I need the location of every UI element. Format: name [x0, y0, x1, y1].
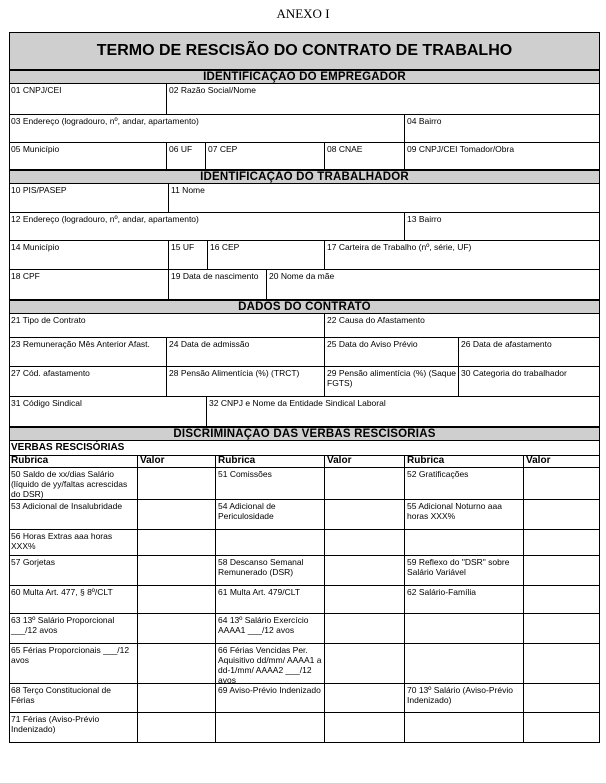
rubrica-66: 66 Férias Vencidas Per. Aquisitivo dd/mm/ AAAA1 a dd-1/mm/ AAAA2 ___/12 avos [216, 644, 325, 684]
field-cnpj-tomador[interactable]: 09 CNPJ/CEI Tomador/Obra [405, 143, 600, 170]
empty-rubrica [405, 614, 524, 644]
section-amounts: DISCRIMINAÇÃO DAS VERBAS RESCISÓRIAS [9, 427, 600, 441]
field-union-code[interactable]: 31 Código Sindical [9, 397, 207, 427]
rubrica-59: 59 Reflexo do "DSR" sobre Salário Variável [405, 556, 524, 586]
field-razao-social[interactable]: 02 Razão Social/Nome [167, 84, 600, 115]
valor-51[interactable] [325, 468, 405, 500]
rubrica-63: 63 13º Salário Proporcional ___/12 avos [9, 614, 138, 644]
section-contract: DADOS DO CONTRATO [9, 300, 600, 314]
field-alimony-fgts[interactable]: 29 Pensão alimentícia (%) (Saque FGTS) [325, 367, 459, 397]
field-worker-uf[interactable]: 15 UF [169, 241, 208, 270]
rubrica-53: 53 Adicional de Insalubridade [9, 500, 138, 530]
valor-52[interactable] [524, 468, 600, 500]
rubrica-61: 61 Multa Art. 479/CLT [216, 586, 325, 614]
field-notice-date[interactable]: 25 Data do Aviso Prévio [325, 338, 459, 367]
valor-60[interactable] [138, 586, 216, 614]
field-cnpj-cei[interactable]: 01 CNPJ/CEI [9, 84, 167, 115]
rubrica-65: 65 Férias Proporcionais ___/12 avos [9, 644, 138, 684]
field-contract-type[interactable]: 21 Tipo de Contrato [9, 314, 325, 338]
field-worker-municipio[interactable]: 14 Município [9, 241, 169, 270]
section-worker: IDENTIFICAÇÃO DO TRABALHADOR [9, 170, 600, 184]
rubrica-54: 54 Adicional de Periculosidade [216, 500, 325, 530]
valor-71[interactable] [138, 713, 216, 743]
rubrica-62: 62 Salário-Família [405, 586, 524, 614]
field-worker-address[interactable]: 12 Endereço (logradouro, nº, andar, apartamento) [9, 213, 405, 241]
field-termination-cause[interactable]: 22 Causa do Afastamento [325, 314, 600, 338]
valor-65[interactable] [138, 644, 216, 684]
rubrica-51: 51 Comissões [216, 468, 325, 500]
col-header-rubrica: Rubrica [405, 455, 524, 468]
field-termination-date[interactable]: 26 Data de afastamento [459, 338, 600, 367]
empty-rubrica [405, 644, 524, 684]
rubrica-68: 68 Terço Constitucional de Férias [9, 684, 138, 713]
valor-70[interactable] [524, 684, 600, 713]
valor-64[interactable] [325, 614, 405, 644]
field-union-cnpj-name[interactable]: 32 CNPJ e Nome da Entidade Sindical Laboral [207, 397, 600, 427]
valor-58[interactable] [325, 556, 405, 586]
valor-62[interactable] [524, 586, 600, 614]
field-cnae[interactable]: 08 CNAE [325, 143, 405, 170]
col-header-valor: Valor [325, 455, 405, 468]
field-employer-cep[interactable]: 07 CEP [206, 143, 325, 170]
rubrica-60: 60 Multa Art. 477, § 8º/CLT [9, 586, 138, 614]
rubrica-69: 69 Aviso-Prévio Indenizado [216, 684, 325, 713]
valor-55[interactable] [524, 500, 600, 530]
valor-56[interactable] [138, 530, 216, 556]
field-employer-address[interactable]: 03 Endereço (logradouro, nº, andar, apartamento) [9, 115, 405, 143]
rubrica-64: 64 13º Salário Exercício AAAA1 ___/12 avos [216, 614, 325, 644]
field-employer-uf[interactable]: 06 UF [167, 143, 206, 170]
field-worker-category[interactable]: 30 Categoria do trabalhador [459, 367, 600, 397]
form-title: TERMO DE RESCISÃO DO CONTRATO DE TRABALHO [9, 32, 600, 70]
rubrica-55: 55 Adicional Noturno aaa horas XXX% [405, 500, 524, 530]
empty-valor[interactable] [325, 713, 405, 743]
empty-valor[interactable] [524, 713, 600, 743]
valor-66[interactable] [325, 644, 405, 684]
valor-61[interactable] [325, 586, 405, 614]
rubrica-57: 57 Gorjetas [9, 556, 138, 586]
field-previous-salary[interactable]: 23 Remuneração Mês Anterior Afast. [9, 338, 167, 367]
field-worker-cep[interactable]: 16 CEP [208, 241, 325, 270]
field-worker-name[interactable]: 11 Nome [169, 184, 600, 213]
amounts-subtitle: VERBAS RESCISÓRIAS [11, 442, 125, 453]
empty-valor[interactable] [524, 530, 600, 556]
empty-valor[interactable] [524, 644, 600, 684]
rubrica-70: 70 13º Salário (Aviso-Prévio Indenizado) [405, 684, 524, 713]
valor-59[interactable] [524, 556, 600, 586]
field-worker-bairro[interactable]: 13 Bairro [405, 213, 600, 241]
empty-rubrica [405, 713, 524, 743]
valor-54[interactable] [325, 500, 405, 530]
field-termination-code[interactable]: 27 Cód. afastamento [9, 367, 167, 397]
rubrica-71: 71 Férias (Aviso-Prévio Indenizado) [9, 713, 138, 743]
rubrica-50: 50 Saldo de xx/dias Salário (líquido de yy/faltas acrescidas do DSR) [9, 468, 138, 500]
col-header-rubrica: Rubrica [216, 455, 325, 468]
rubrica-56: 56 Horas Extras aaa horas XXX% [9, 530, 138, 556]
rubrica-52: 52 Gratificações [405, 468, 524, 500]
empty-rubrica [405, 530, 524, 556]
field-employer-bairro[interactable]: 04 Bairro [405, 115, 600, 143]
empty-valor[interactable] [524, 614, 600, 644]
col-header-valor: Valor [138, 455, 216, 468]
field-birth-date[interactable]: 19 Data de nascimento [169, 270, 267, 300]
valor-53[interactable] [138, 500, 216, 530]
empty-rubrica [216, 713, 325, 743]
valor-50[interactable] [138, 468, 216, 500]
col-header-valor: Valor [524, 455, 600, 468]
valor-69[interactable] [325, 684, 405, 713]
col-header-rubrica: Rubrica [9, 455, 138, 468]
annex-label: ANEXO I [276, 6, 330, 21]
field-mother-name[interactable]: 20 Nome da mãe [267, 270, 600, 300]
field-employer-municipio[interactable]: 05 Município [9, 143, 167, 170]
field-cpf[interactable]: 18 CPF [9, 270, 169, 300]
empty-valor[interactable] [325, 530, 405, 556]
field-carteira-trabalho[interactable]: 17 Carteira de Trabalho (nº, série, UF) [325, 241, 600, 270]
valor-63[interactable] [138, 614, 216, 644]
rubrica-58: 58 Descanso Semanal Remunerado (DSR) [216, 556, 325, 586]
empty-rubrica [216, 530, 325, 556]
field-alimony-trct[interactable]: 28 Pensão Alimentícia (%) (TRCT) [167, 367, 325, 397]
valor-57[interactable] [138, 556, 216, 586]
valor-68[interactable] [138, 684, 216, 713]
section-employer: IDENTIFICAÇÃO DO EMPREGADOR [9, 70, 600, 84]
field-pis-pasep[interactable]: 10 PIS/PASEP [9, 184, 169, 213]
field-admission-date[interactable]: 24 Data de admissão [167, 338, 325, 367]
